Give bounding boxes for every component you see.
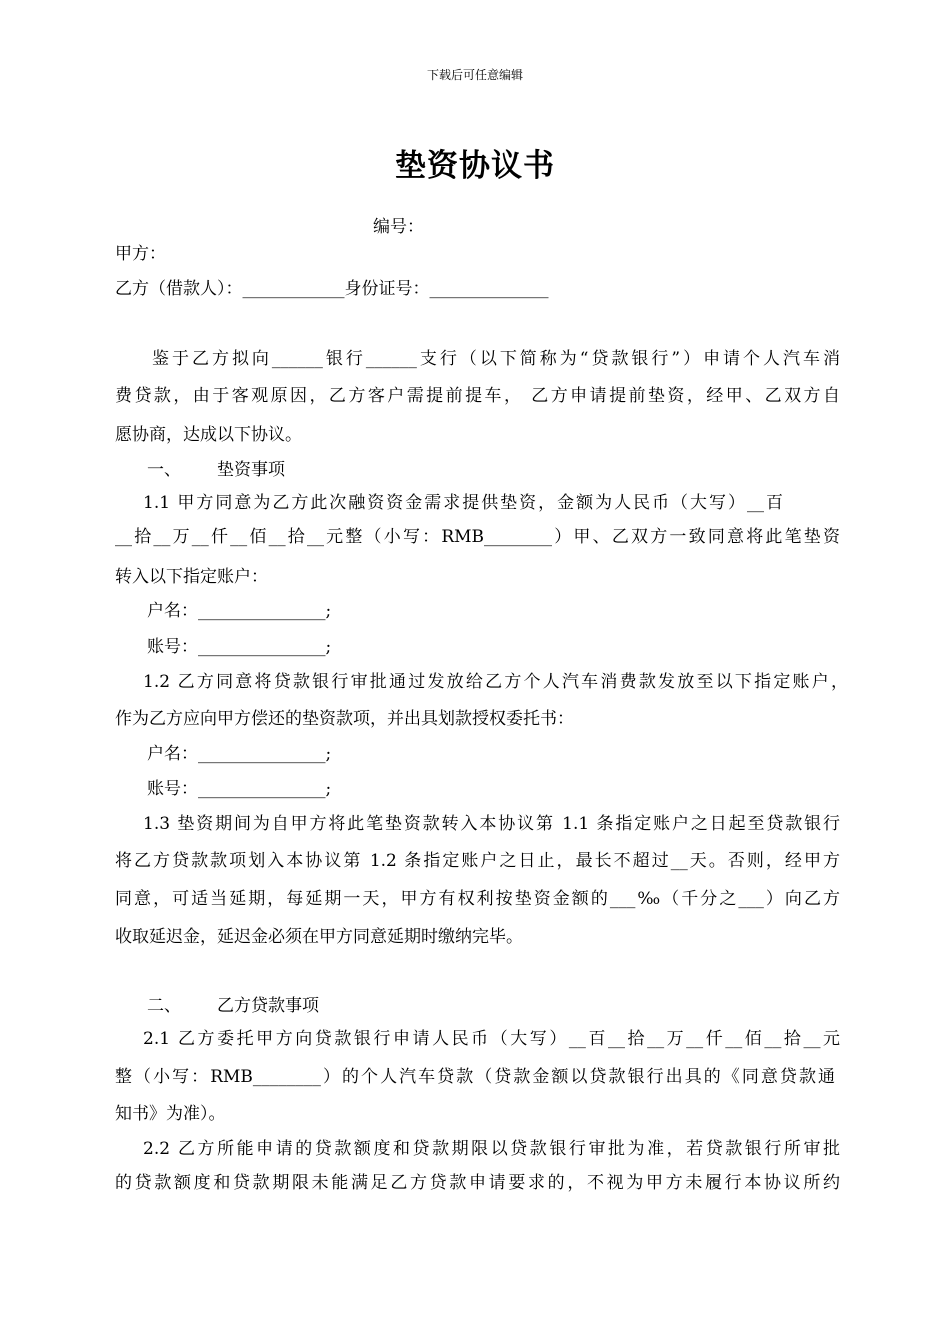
document-title: 垫资协议书 xyxy=(395,148,555,184)
contract-number-label: 编号： xyxy=(373,217,424,237)
section-number: 一、 xyxy=(147,460,181,480)
party-a-label: 甲方： xyxy=(115,244,166,264)
account-number-row xyxy=(147,632,872,657)
section-2-heading xyxy=(147,991,872,1016)
id-number-blank: ______________ xyxy=(429,279,549,299)
account-name-blank: _______________; xyxy=(198,601,332,621)
account-number-blank: _______________; xyxy=(198,779,332,799)
account-name-row xyxy=(147,739,872,764)
section-number: 二、 xyxy=(147,996,181,1016)
clause-1-3-line: 收取延迟金，延迟金必须在甲方同意延期时缴纳完毕。 xyxy=(115,927,523,947)
account-number-label: 账号： xyxy=(147,779,198,799)
account-number-label: 账号： xyxy=(147,637,198,657)
clause-1-2-line: 作为乙方应向甲方偿还的垫资款项，并出具划款授权委托书： xyxy=(115,709,574,729)
section-title: 垫资事项 xyxy=(217,460,285,480)
clause-1-1-line: 转入以下指定账户： xyxy=(115,567,268,587)
account-number-blank: _______________; xyxy=(198,637,332,657)
clause-1-1-line: __拾__万__仟__佰__拾__元整（小写：RMB________）甲、乙双方一致同意将此笔垫资 xyxy=(115,527,840,547)
clause-1-3-line: 1.3 垫资期间为自甲方将此笔垫资款转入本协议第 1.1 条指定账户之日起至贷款银行 xyxy=(143,814,840,834)
intro-line: 鉴于乙方拟向______银行______支行（以下简称为“贷款银行”）申请个人汽车消 xyxy=(152,349,840,369)
clause-1-3-line: 将乙方贷款款项划入本协议第 1.2 条指定账户之日止，最长不超过__天。否则，经甲方 xyxy=(115,851,840,871)
id-number-label: 身份证号： xyxy=(344,279,430,299)
account-name-label: 户名： xyxy=(147,744,198,764)
account-name-row xyxy=(147,596,872,621)
party-b-line xyxy=(115,274,840,299)
section-1-heading xyxy=(147,455,872,480)
party-b-blank: ____________ xyxy=(242,279,345,299)
section-title: 乙方贷款事项 xyxy=(217,996,319,1016)
intro-line: 费贷款，由于客观原因，乙方客户需提前提车， 乙方申请提前垫资，经甲、乙双方自 xyxy=(115,386,840,406)
clause-2-2-line: 2.2 乙方所能申请的贷款额度和贷款期限以贷款银行审批为准，若贷款银行所审批 xyxy=(143,1139,840,1159)
clause-2-2-line: 的贷款额度和贷款期限未能满足乙方贷款申请要求的，不视为甲方未履行本协议所约 xyxy=(115,1173,840,1193)
account-name-label: 户名： xyxy=(147,601,198,621)
account-number-row xyxy=(147,774,872,799)
clause-1-3-line: 同意，可适当延期，每延期一天，甲方有权利按垫资金额的___‰（千分之___）向乙方 xyxy=(115,889,840,909)
clause-2-1-line: 整（小写：RMB________）的个人汽车贷款（贷款金额以贷款银行出具的《同意贷款通 xyxy=(115,1067,835,1087)
page-header: 下载后可任意编辑 xyxy=(426,68,523,82)
intro-line: 愿协商，达成以下协议。 xyxy=(115,425,302,445)
clause-2-1-line: 2.1 乙方委托甲方向贷款银行申请人民币（大写）__百__拾__万__仟__佰__拾__元 xyxy=(143,1029,840,1049)
clause-1-1-line: 1.1 甲方同意为乙方此次融资资金需求提供垫资，金额为人民币（大写）__百 xyxy=(143,493,783,513)
account-name-blank: _______________; xyxy=(198,744,332,764)
clause-2-1-line: 知书》为准）。 xyxy=(115,1104,226,1124)
clause-1-2-line: 1.2 乙方同意将贷款银行审批通过发放给乙方个人汽车消费款发放至以下指定账户， xyxy=(143,672,848,692)
party-b-label: 乙方（借款人）： xyxy=(115,279,243,299)
